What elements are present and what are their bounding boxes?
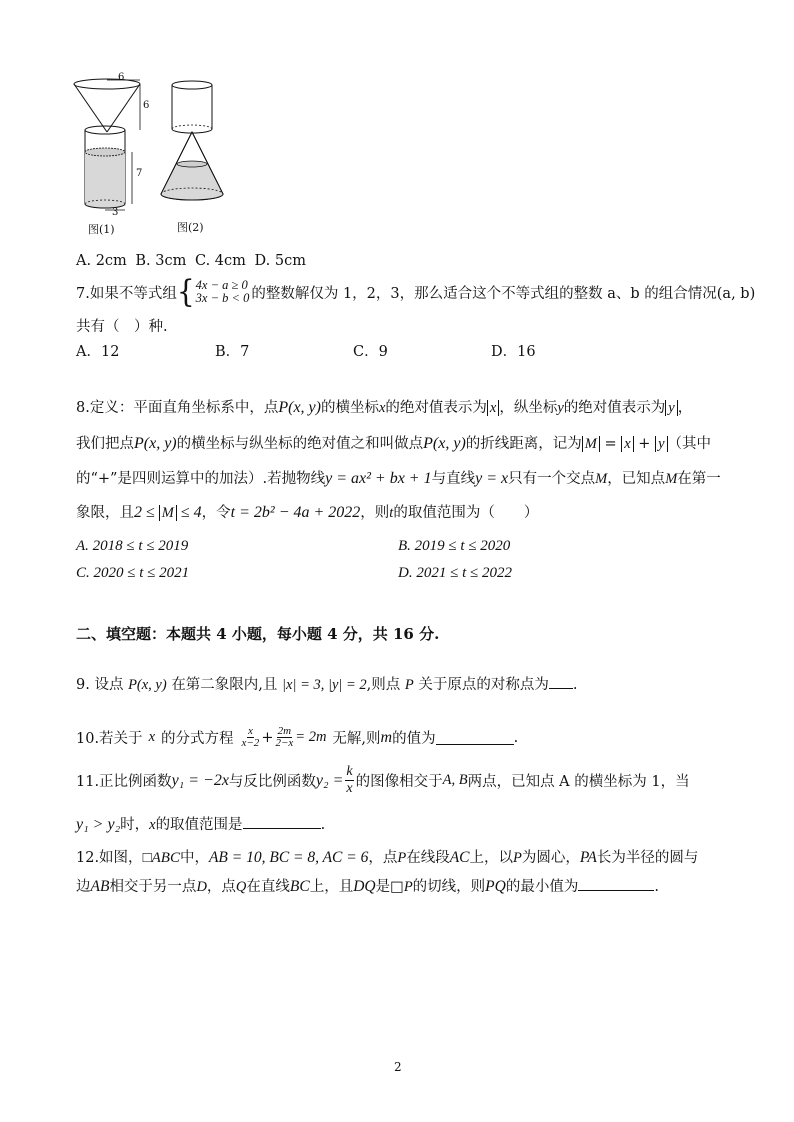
q8-option-c: C. 2020 ≤ t ≤ 2021 — [76, 565, 190, 581]
q11-fraction — [345, 764, 353, 797]
q8-text: ，纵坐标 — [499, 400, 558, 416]
q12-segment: PA — [579, 849, 597, 866]
q8-text: 的横坐标与纵坐标的绝对值之和叫做点 — [176, 436, 424, 452]
q7-prefix: 7.如果不等式组 — [76, 285, 177, 302]
q11-points: A, B — [442, 772, 468, 788]
q12-text: 的最小值为 — [505, 879, 579, 895]
q10-f1-den: x−2 — [241, 737, 260, 749]
q6-option-a: A. 2cm — [76, 253, 127, 269]
q8-text: ，令 — [201, 505, 231, 521]
q8-parabola: y = ax² + bx + 1 — [325, 470, 432, 487]
q8-option-a: A. 2018 ≤ t ≤ 2019 — [76, 538, 189, 554]
q11-text: 11.正比例函数 — [76, 774, 172, 790]
q10-text: 的分式方程 — [161, 731, 234, 747]
q9-text: 在第二象限内,且 — [171, 677, 278, 693]
q8-abs-x: x — [621, 436, 633, 452]
q12-triangle: □ABC — [142, 850, 180, 866]
q6-options — [76, 251, 306, 271]
q6-option-d: D. 5cm — [254, 253, 306, 269]
q12-line1 — [76, 848, 698, 868]
q10-eq: = 2m — [295, 729, 327, 745]
q12-text: ，点 — [206, 879, 236, 895]
q8-text: （其中 — [667, 436, 711, 452]
q8-line-eq: y = x — [475, 470, 509, 487]
q9-text: 9. 设点 — [76, 677, 124, 693]
q8-text: = — [599, 436, 622, 452]
q8-var: M — [665, 471, 678, 487]
q9-line — [76, 674, 577, 695]
q6-option-c: C. 4cm — [195, 253, 246, 269]
q7-mid: 的整数解仅为 1，2，3，那么适合这个不等式组的整数 a、b 的组合情况(a, b) — [251, 285, 756, 302]
q11-condition: y₁ > y₂ — [76, 816, 121, 833]
q12-text: . — [654, 879, 659, 895]
q7-line1 — [76, 273, 756, 310]
q10-answer-blank[interactable] — [436, 730, 514, 745]
fig1-side-label: 6 — [143, 100, 150, 111]
q8-t-expr: t = 2b² − 4a + 2022 — [230, 504, 361, 521]
q8-var: y — [557, 400, 564, 416]
q8-ineq: 2 ≤ — [134, 504, 159, 521]
q8-line3 — [76, 469, 721, 489]
q11-linear: y₁ = −2x — [171, 771, 229, 789]
q11-f-den: x — [346, 781, 353, 796]
q12-line2 — [76, 876, 659, 897]
q10-f1-num: x — [247, 725, 253, 737]
q12-segment: AC — [449, 849, 470, 866]
q12-segment: PQ — [485, 878, 506, 895]
q10-var: x — [148, 729, 155, 745]
q11-line2 — [76, 814, 325, 835]
q11-answer-blank[interactable] — [243, 814, 321, 829]
q8-text: ，已知点 — [607, 471, 666, 487]
q8-text: 象限，且 — [76, 505, 134, 521]
q12-segment: AB — [90, 878, 110, 895]
q7-option-a: A．12 — [76, 344, 120, 360]
q12-answer-blank[interactable] — [578, 876, 654, 891]
q7-line2: 共有（ ）种. — [76, 319, 168, 335]
q8-text: 的“+”是四则运算中的加法）.若抛物线 — [76, 471, 326, 487]
q11-text: 两点，已知点 A 的横坐标为 1，当 — [467, 774, 690, 790]
q12-text: 为圆心， — [521, 850, 580, 866]
q8-text: 的绝对值表示为 — [563, 400, 666, 416]
q11-text: 的图像相交于 — [355, 774, 443, 790]
q10-plus: + — [261, 729, 274, 746]
q12-text: 长为半径的圆与 — [596, 850, 699, 866]
q10-f2-den: 2−x — [275, 737, 294, 749]
q12-text: 在线段 — [406, 850, 450, 866]
q8-text: 与直线 — [431, 471, 476, 487]
q8-var: x — [378, 400, 386, 416]
q11-var: x — [149, 817, 156, 833]
q12-var: P — [397, 850, 407, 866]
q9-var: P — [404, 677, 414, 693]
q8-point: P(x, y) — [423, 435, 466, 452]
q10-fraction-1 — [242, 726, 260, 749]
q8-text: 的折线距离，记为 — [465, 436, 582, 452]
q11-f-num: k — [346, 764, 353, 779]
q9-text: . — [572, 677, 578, 693]
q12-var: D — [196, 879, 207, 895]
q12-var: P — [513, 850, 522, 866]
q11-inverse: y₂ = — [315, 771, 344, 789]
q8-abs-y: y — [655, 436, 667, 452]
q7-row2: 3x − b < 0 — [195, 291, 250, 305]
q8-option-d: D. 2021 ≤ t ≤ 2022 — [398, 565, 512, 581]
q9-text: ,则点 — [366, 677, 401, 693]
q12-segment: BC — [289, 878, 310, 895]
q8-abs-y: y — [665, 400, 677, 416]
q8-text: + — [633, 436, 656, 452]
q12-var: P — [403, 879, 413, 895]
q9-answer-blank[interactable] — [549, 674, 573, 689]
fig2-caption: 图(2) — [177, 221, 204, 234]
q8-abs-m: M — [159, 505, 177, 521]
q8-text: 的横坐标 — [320, 400, 379, 416]
q11-text: 时， — [120, 817, 150, 833]
q7-system: { 4x − a ≥ 0 3x − b < 0 — [176, 273, 250, 310]
figure-2 — [155, 72, 230, 222]
q12-text: 上，以 — [469, 850, 514, 866]
fig1-water-label: 7 — [136, 168, 143, 179]
q10-line — [76, 726, 518, 749]
q8-abs-m: M — [582, 436, 600, 452]
q12-text: 中， — [179, 850, 209, 866]
q8-line4 — [76, 503, 538, 523]
q12-text: 在直线 — [246, 879, 290, 895]
q10-var: m — [380, 728, 393, 746]
q10-f2-num: 2m — [277, 725, 292, 737]
q12-segment: DQ — [353, 878, 376, 895]
q12-sides: AB = 10, BC = 8, AC = 6 — [208, 849, 369, 866]
q12-text: ，点 — [368, 850, 398, 866]
q10-fraction-2 — [275, 726, 293, 749]
figure-1 — [60, 72, 155, 234]
page-number: 2 — [394, 1060, 402, 1074]
q11-line1 — [76, 764, 690, 797]
q11-text: . — [320, 817, 326, 833]
q7-option-c: C．9 — [353, 344, 388, 360]
q8-point: P(x, y) — [278, 399, 321, 416]
q8-var: t — [389, 505, 394, 521]
q7-row1: 4x − a ≥ 0 — [195, 278, 248, 292]
q12-text: 边 — [76, 879, 91, 895]
q8-line1 — [76, 398, 692, 418]
q12-text: 是□ — [375, 879, 404, 895]
q6-option-b: B. 3cm — [135, 253, 187, 269]
q8-text: 只有一个交点 — [508, 471, 596, 487]
fig1-bottom-label: 3 — [112, 207, 119, 218]
q8-abs-x: x — [487, 400, 499, 416]
q8-text: 的绝对值表示为 — [385, 400, 487, 416]
q8-var: M — [595, 471, 608, 487]
q9-point: P(x, y) — [128, 677, 167, 693]
q8-text: 在第一 — [677, 471, 721, 487]
q7-option-b: B．7 — [215, 344, 250, 360]
fig1-caption: 图(1) — [88, 223, 115, 236]
q10-text: 无解,则 — [332, 731, 381, 747]
q11-text: 的取值范围是 — [155, 817, 243, 833]
q8-text: 的取值范围为（ ） — [393, 505, 539, 521]
q12-text: 相交于另一点 — [109, 879, 197, 895]
q9-condition: |x| = 3, |y| = 2 — [282, 677, 367, 693]
q12-text: 的切线，则 — [412, 879, 486, 895]
q10-text: 10.若关于 — [76, 731, 143, 747]
q8-option-b: B. 2019 ≤ t ≤ 2020 — [398, 538, 511, 554]
q8-text: 8.定义：平面直角坐标系中，点 — [76, 400, 279, 416]
q8-text: 我们把点 — [76, 436, 134, 452]
q12-text: 12.如图， — [76, 850, 143, 866]
q8-point: P(x, y) — [134, 435, 177, 452]
q8-line2 — [76, 434, 711, 454]
q8-text: ， — [677, 400, 693, 416]
q11-text: 与反比例函数 — [228, 774, 316, 790]
fig1-top-label: 6 — [118, 72, 125, 83]
q12-var: Q — [235, 879, 247, 895]
q10-text: . — [513, 729, 519, 746]
q8-text: ，则 — [360, 505, 390, 521]
q12-text: 上，且 — [309, 879, 354, 895]
q10-text: 的值为 — [392, 731, 436, 747]
q8-ineq: ≤ 4 — [176, 504, 202, 521]
q7-option-d: D．16 — [491, 344, 536, 360]
section-title: 二、填空题：本题共 4 小题，每小题 4 分，共 16 分. — [76, 625, 440, 643]
q9-text: 关于原点的对称点为 — [418, 677, 549, 693]
